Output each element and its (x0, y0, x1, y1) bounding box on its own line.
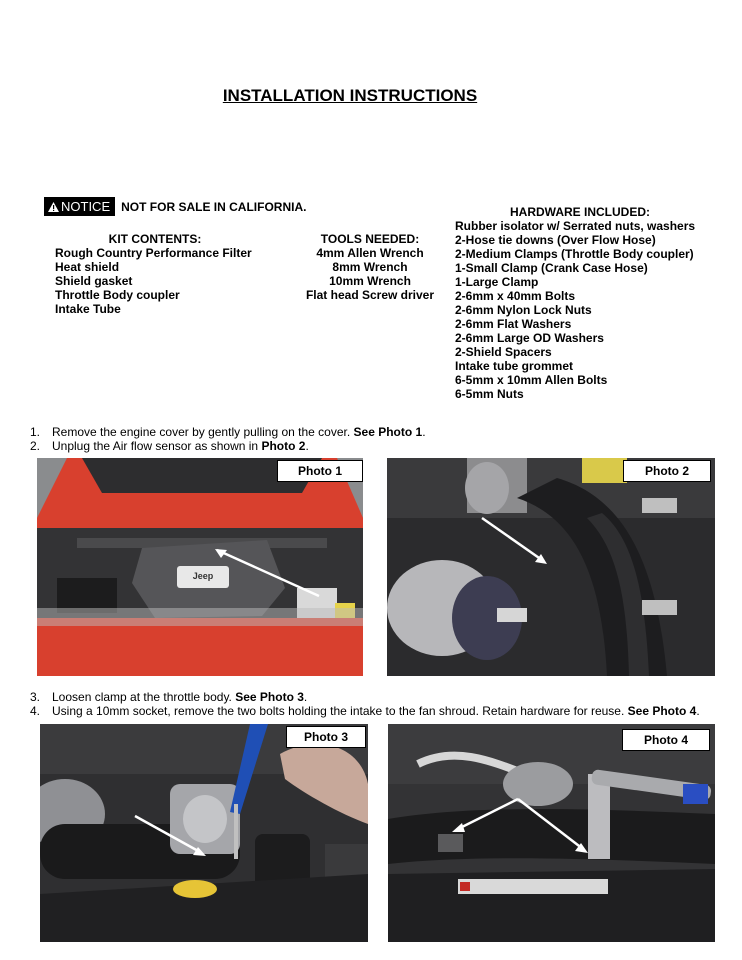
hardware-included-header: HARDWARE INCLUDED: (510, 205, 650, 219)
step-tail: . (696, 704, 700, 718)
step-text: Using a 10mm socket, remove the two bolts holding the intake to the fan shroud. Retain hardware for reuse. (52, 704, 628, 718)
step-text: Remove the engine cover by gently pulling on the cover. (52, 425, 354, 439)
list-item: 2-Medium Clamps (Throttle Body coupler) (455, 247, 694, 261)
step-text: Unplug the Air flow sensor as shown in (52, 439, 262, 453)
list-item: 6-5mm x 10mm Allen Bolts (455, 373, 608, 387)
step-4 (30, 704, 700, 718)
step-number: 3. (30, 690, 41, 704)
step-3 (30, 690, 700, 704)
steps-1-2 (30, 425, 426, 453)
step-photo-ref: See Photo 1 (353, 425, 423, 439)
list-item: 2-6mm Nylon Lock Nuts (455, 303, 592, 317)
notice-text: NOT FOR SALE IN CALIFORNIA. (121, 199, 307, 214)
list-item: 2-Hose tie downs (Over Flow Hose) (455, 233, 656, 247)
kit-contents (55, 232, 285, 316)
list-item: 2-6mm Large OD Washers (455, 331, 604, 345)
list-item: Intake tube grommet (455, 359, 574, 373)
photo-2-label: Photo 2 (623, 460, 711, 482)
photo-1-label: Photo 1 (277, 460, 363, 482)
step-2 (30, 439, 426, 453)
list-item: 2-6mm x 40mm Bolts (455, 289, 576, 303)
list-item: Throttle Body coupler (55, 288, 180, 302)
step-tail: . (422, 425, 426, 439)
list-item: 1-Large Clamp (455, 275, 539, 289)
photo-3-label: Photo 3 (286, 726, 366, 748)
photo-1-image (37, 458, 363, 676)
photo-1 (37, 458, 363, 676)
tools-needed-header: TOOLS NEEDED: (320, 232, 420, 246)
list-item: Flat head Screw driver (305, 288, 435, 302)
warning-icon (48, 202, 59, 212)
step-photo-ref: See Photo 3 (235, 690, 304, 704)
list-item: Intake Tube (55, 302, 121, 316)
notice-badge-label: NOTICE (61, 199, 111, 214)
notice-row (44, 197, 306, 216)
list-item: Rough Country Performance Filter (55, 246, 252, 260)
list-item: Shield gasket (55, 274, 133, 288)
list-item: Rubber isolator w/ Serrated nuts, washers (455, 219, 696, 233)
photo-3-image (40, 724, 368, 942)
step-number: 1. (30, 425, 41, 439)
step-photo-ref: See Photo 4 (627, 704, 697, 718)
notice-badge (44, 197, 115, 216)
photo-2 (387, 458, 715, 676)
list-item: 10mm Wrench (329, 274, 411, 288)
step-tail: . (303, 690, 308, 704)
hardware-included (455, 205, 725, 401)
step-photo-ref: Photo 2 (261, 439, 306, 453)
step-1 (30, 425, 426, 439)
photo-4-label: Photo 4 (622, 729, 710, 751)
step-number: 2. (30, 439, 41, 453)
page-title: INSTALLATION INSTRUCTIONS (222, 86, 478, 105)
list-item: 8mm Wrench (332, 260, 408, 274)
photo-4-image (388, 724, 715, 942)
photo-4 (388, 724, 715, 942)
list-item: 2-Shield Spacers (455, 345, 552, 359)
step-tail: . (305, 439, 309, 453)
list-item: 4mm Allen Wrench (316, 246, 424, 260)
kit-contents-header: KIT CONTENTS: (108, 232, 202, 246)
step-number: 4. (30, 704, 41, 718)
list-item: 6-5mm Nuts (455, 387, 524, 401)
step-text: Loosen clamp at the throttle body. (52, 690, 236, 704)
list-item: 2-6mm Flat Washers (455, 317, 572, 331)
list-item: Heat shield (55, 260, 120, 274)
steps-3-4 (30, 690, 700, 718)
jeep-badge: Jeep (192, 571, 214, 581)
tools-needed (300, 232, 440, 302)
list-item: 1-Small Clamp (Crank Case Hose) (455, 261, 648, 275)
photo-2-image (387, 458, 715, 676)
photo-3 (40, 724, 368, 942)
